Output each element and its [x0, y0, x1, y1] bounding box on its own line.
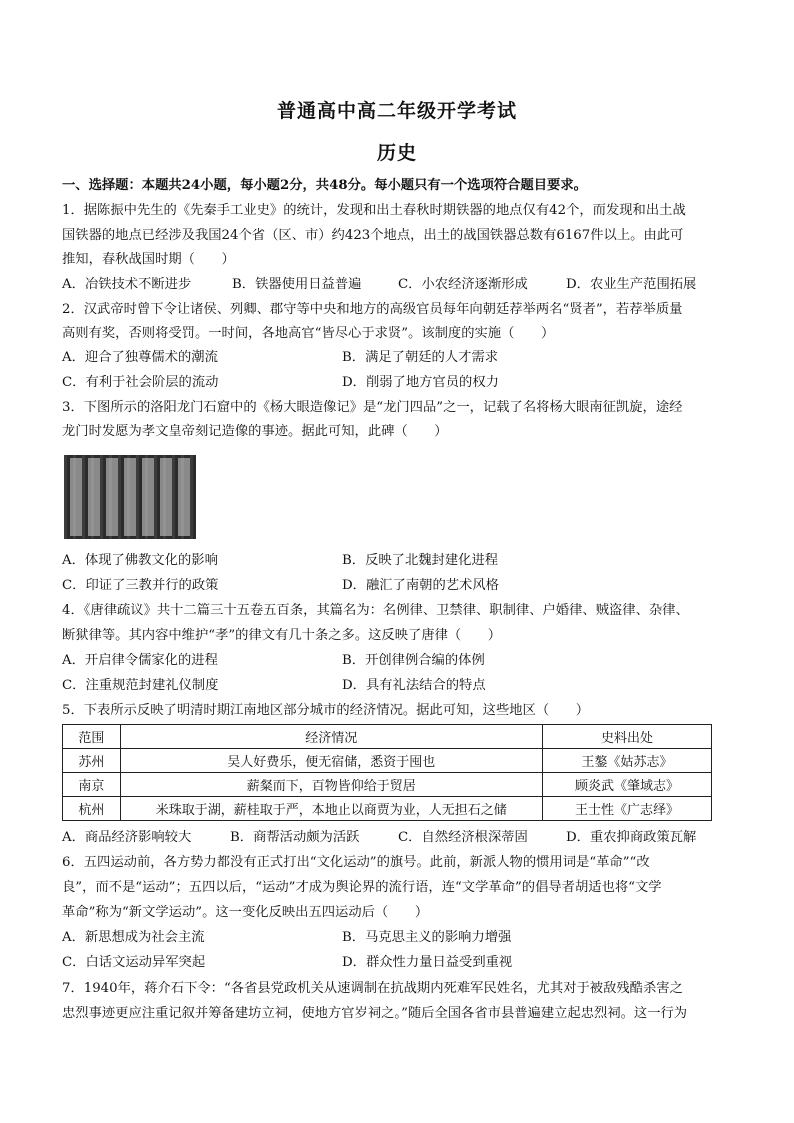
table-row — [63, 773, 712, 797]
table-header-cell: 经济情况 — [120, 725, 542, 749]
q6-line-3: 革命”称为“新文学运动”。这一变化反映出五四运动后（ ） — [62, 905, 429, 920]
q5-option-d[interactable]: D．重农抑商政策瓦解 — [566, 830, 697, 845]
q1-option-a[interactable]: A．冶铁技术不断进步 — [62, 277, 192, 292]
q4-line-2: 断狱律等。其内容中维护“孝”的律文有几十条之多。这反映了唐律（ ） — [62, 628, 502, 643]
q2-line-2: 高则有奖，否则将受罚。一时间，各地高官“皆尽心于求贤”。该制度的实施（ ） — [62, 326, 555, 341]
q6-line-1: 6．五四运动前，各方势力都没有正式打出“文化运动”的旗号。此前，新派人物的惯用词是“革命”“改 — [62, 855, 650, 870]
q2-option-b[interactable]: B．满足了朝廷的人才需求 — [342, 350, 499, 365]
table-cell: 顾炎武《肇域志》 — [542, 773, 711, 797]
q4-option-b[interactable]: B．开创律例合编的体例 — [342, 653, 485, 668]
exam-title: 普通高中高二年级开学考试 — [276, 100, 517, 122]
q3-option-c[interactable]: C．印证了三教并行的政策 — [62, 578, 219, 593]
table-cell: 苏州 — [63, 749, 121, 773]
q5-line-1: 5．下表所示反映了明清时期江南地区部分城市的经济情况。据此可知，这些地区（ ） — [62, 703, 590, 718]
table-cell: 杭州 — [63, 797, 121, 821]
table-row — [63, 797, 712, 821]
table-header-cell: 史料出处 — [542, 725, 711, 749]
q4-option-d[interactable]: D．具有礼法结合的特点 — [342, 678, 486, 693]
q4-option-a[interactable]: A．开启律令儒家化的进程 — [62, 653, 218, 668]
q7-line-2: 忠烈事迹更应注重记叙并筹备建坊立祠，使地方官岁祠之。”随后全国各省市县普遍建立起忠烈祠。这一行为 — [62, 1006, 688, 1021]
q2-option-a[interactable]: A．迎合了独尊儒术的潮流 — [62, 350, 218, 365]
stele-rubbing-image — [64, 455, 196, 539]
q5-option-a[interactable]: A．商品经济影响较大 — [62, 830, 192, 845]
table-header-row — [63, 725, 712, 749]
table-cell: 吴人好费乐，便无宿储，悉资于囤也 — [120, 749, 542, 773]
q1-option-c[interactable]: C．小农经济逐渐形成 — [398, 277, 528, 292]
q6-line-2: 良”，而不是“运动”；五四以后，“运动”才成为舆论界的流行语，连“文学革命”的倡导者胡适也将“文学 — [62, 880, 662, 895]
q4-option-c[interactable]: C．注重规范封建礼仪制度 — [62, 678, 219, 693]
economy-table — [62, 724, 712, 821]
q3-option-b[interactable]: B．反映了北魏封建化进程 — [342, 553, 499, 568]
q3-option-a[interactable]: A．体现了佛教文化的影响 — [62, 553, 218, 568]
q1-line-2: 国铁器的地点已经涉及我国24个省（区、市）约423个地点，出土的战国铁器总数有6167件以上。由此可 — [62, 228, 684, 243]
q6-option-c[interactable]: C．白话文运动异军突起 — [62, 955, 206, 970]
section-heading: 一、选择题：本题共24小题，每小题2分，共48分。每小题只有一个选项符合题目要求。 — [62, 178, 587, 193]
table-cell: 王鏊《姑苏志》 — [542, 749, 711, 773]
q1-line-3: 推知，春秋战国时期（ ） — [62, 252, 235, 267]
q6-option-b[interactable]: B．马克思主义的影响力增强 — [342, 930, 512, 945]
table-cell: 南京 — [63, 773, 121, 797]
q2-line-1: 2．汉武帝时曾下令让诸侯、列卿、郡守等中央和地方的高级官员每年向朝廷荐举两名“贤者”，若荐举质量 — [62, 302, 683, 317]
q5-option-c[interactable]: C．自然经济根深蒂固 — [398, 830, 528, 845]
table-cell: 米珠取于湖，薪桂取于严，本地止以商贾为业，人无担石之储 — [120, 797, 542, 821]
q5-option-b[interactable]: B．商帮活动颇为活跃 — [230, 830, 360, 845]
q4-line-1: 4．《唐律疏议》共十二篇三十五卷五百条，其篇名为：名例律、卫禁律、职制律、户婚律、贼盗律、杂律、 — [62, 603, 689, 618]
q1-option-d[interactable]: D．农业生产范围拓展 — [566, 277, 697, 292]
q1-line-1: 1．据陈振中先生的《先秦手工业史》的统计，发现和出土春秋时期铁器的地点仅有42个，而发现和出土战 — [62, 203, 686, 218]
q3-line-2: 龙门时发愿为孝文皇帝刻记造像的事迹。据此可知，此碑（ ） — [62, 424, 448, 439]
q1-option-b[interactable]: B．铁器使用日益普遍 — [232, 277, 362, 292]
table-header-cell: 范围 — [63, 725, 121, 749]
q2-option-d[interactable]: D．削弱了地方官员的权力 — [342, 375, 499, 390]
q6-option-d[interactable]: D．群众性力量日益受到重视 — [342, 955, 513, 970]
q6-option-a[interactable]: A．新思想成为社会主流 — [62, 930, 205, 945]
q3-option-d[interactable]: D．融汇了南朝的艺术风格 — [342, 578, 499, 593]
q2-option-c[interactable]: C．有利于社会阶层的流动 — [62, 375, 219, 390]
subject-title: 历史 — [376, 142, 417, 164]
q3-line-1: 3．下图所示的洛阳龙门石窟中的《杨大眼造像记》是“龙门四品”之一，记载了名将杨大眼南征凯旋，途经 — [62, 400, 683, 415]
table-row — [63, 749, 712, 773]
table-cell: 王士性《广志绎》 — [542, 797, 711, 821]
q7-line-1: 7．1940年，蒋介石下令：“各省县党政机关从速调制在抗战期内死难军民姓名，尤其对于被敌残酷杀害之 — [62, 981, 683, 996]
table-cell: 薪粲而下，百物皆仰给于贸居 — [120, 773, 542, 797]
